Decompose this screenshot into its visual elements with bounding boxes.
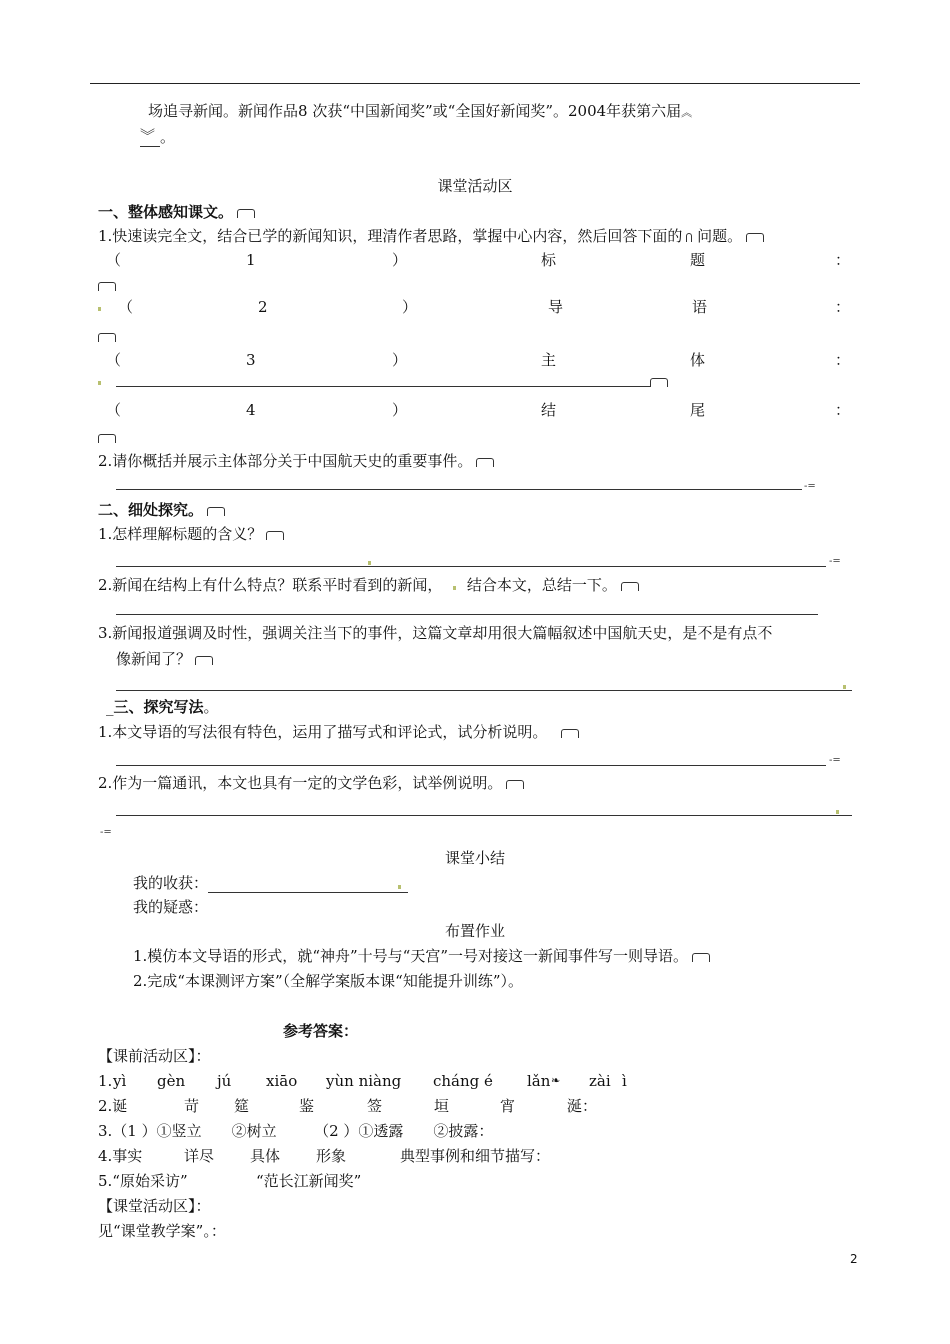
item-label-char: 结 <box>541 401 557 419</box>
question-1-1: 1.快速读完全文，结合已学的新闻知识，理清作者思路，掌握中心内容，然后回答下面的 问题。 <box>98 226 764 246</box>
paren-close: ） <box>392 351 408 369</box>
paren-open: （ <box>106 401 122 419</box>
question-2-3-line-1: 3.新闻报道强调及时性，强调关注当下的事件，这篇文章却用很大篇幅叙述中国航天史，是不是有点不 <box>98 624 773 642</box>
answers-pre-label: 【课前活动区】： <box>98 1047 211 1065</box>
pinyin-item: ì <box>622 1072 627 1090</box>
pinyin-item: yùn niàng <box>326 1072 402 1090</box>
item-number: 3 <box>246 351 256 369</box>
mark-icon <box>98 333 116 342</box>
section-3-heading: _三、探究写法。 <box>106 698 219 716</box>
section-title-summary: 课堂小结 <box>444 849 505 867</box>
homework-item-1: 1.模仿本文导语的形式，就“神舟”十号与“天宫”一号对接这一新闻事件写一则导语。 <box>133 946 710 966</box>
pinyin-item: cháng é <box>433 1072 493 1090</box>
item-colon: ： <box>835 351 851 369</box>
question-2-1: 1.怎样理解标题的含义？ <box>98 524 284 544</box>
answer-word: 形象 <box>316 1147 347 1165</box>
answer-row-3: 3.（1 ）①竖立 ②树立 （2 ）①透露 ②披露： <box>98 1122 494 1140</box>
question-1-2: 2.请你概括并展示主体部分关于中国航天史的重要事件。 <box>98 451 494 471</box>
mark-icon <box>561 729 579 738</box>
section-1-heading: 一、整体感知课文。 <box>98 202 255 222</box>
question-2-3-line-2: 像新闻了？ <box>116 649 213 669</box>
answer-line[interactable] <box>116 690 852 691</box>
item-colon: ： <box>835 401 851 419</box>
eq-mark: -= <box>100 827 112 838</box>
section-title-classroom: 课堂活动区 <box>437 177 513 195</box>
eq-mark: -= <box>829 755 841 766</box>
item-label-char: 标 <box>541 251 557 269</box>
question-3-1: 1.本文导语的写法很有特色，运用了描写式和评论式，试分析说明。 <box>98 722 579 742</box>
item-label-char: 导 <box>548 298 564 316</box>
answer-line[interactable] <box>116 489 802 490</box>
answers-class-text: 见“课堂教学案”。： <box>98 1222 226 1240</box>
item-label-char: 体 <box>690 351 706 369</box>
paren-close: ） <box>402 298 418 316</box>
paren-open: （ <box>106 351 122 369</box>
header-rule <box>90 83 860 84</box>
mark-icon <box>98 434 116 443</box>
paren-open: （ <box>106 251 122 269</box>
chevron-up-icon: ︽ <box>681 106 693 119</box>
item-label-char: 题 <box>690 251 706 269</box>
paren-close: ） <box>392 401 408 419</box>
answer-char: 筵 <box>234 1097 250 1115</box>
answer-word: 详尽 <box>184 1147 215 1165</box>
mark-icon <box>692 953 710 962</box>
mark-icon <box>506 780 524 789</box>
dot-mark <box>836 810 839 814</box>
question-3-2: 2.作为一篇通讯，本文也具有一定的文学色彩，试举例说明。 <box>98 773 524 793</box>
item-label-char: 语 <box>692 298 708 316</box>
scribble-icon: ❧ <box>551 1074 561 1087</box>
eq-mark: -= <box>804 481 816 492</box>
intro-line-1: 场追寻新闻。新闻作品8 次获“中国新闻奖”或“全国好新闻奖”。2004年获第六届︽ <box>148 102 693 120</box>
pinyin-item: zài <box>589 1072 611 1090</box>
item-number: 4 <box>246 401 256 419</box>
mark-icon <box>476 458 494 467</box>
section-title-homework: 布置作业 <box>444 922 505 940</box>
answer-word: 4.事实 <box>98 1147 143 1165</box>
question-2-2: 2.新闻在结构上有什么特点？联系平时看到的新闻， 结合本文，总结一下。 <box>98 575 639 595</box>
answer-word: 5.“原始采访” <box>98 1172 188 1190</box>
mark-icon <box>686 233 692 242</box>
item-label-char: 尾 <box>690 401 706 419</box>
mark-icon <box>266 531 284 540</box>
dot-mark <box>98 307 101 311</box>
answers-class-label: 【课堂活动区】： <box>98 1197 211 1215</box>
answer-char: 2.诞 <box>98 1097 128 1115</box>
pinyin-item: gèn <box>157 1072 186 1090</box>
dot-mark <box>843 685 846 689</box>
answer-char: 苛 <box>184 1097 200 1115</box>
answer-line[interactable] <box>116 765 826 766</box>
mark-icon <box>98 282 116 291</box>
item-label-char: 主 <box>541 351 557 369</box>
section-2-heading: 二、细处探究。 <box>98 500 225 520</box>
page-number: 2 <box>850 1252 858 1266</box>
dot-mark <box>398 885 401 889</box>
mark-icon <box>746 233 764 242</box>
pinyin-item: yì <box>113 1072 127 1090</box>
answer-word: 具体 <box>250 1147 281 1165</box>
paren-close: ） <box>392 251 408 269</box>
summary-doubt: 我的疑惑： <box>133 898 209 916</box>
answer-char: 垣 <box>434 1097 450 1115</box>
answer-line[interactable] <box>116 386 650 387</box>
pinyin-item: xiāo <box>266 1072 298 1090</box>
mark-icon <box>195 656 213 665</box>
pinyin-item: jú <box>217 1072 232 1090</box>
answer-word: 典型事例和细节描写： <box>400 1147 551 1165</box>
mark-icon <box>621 582 639 591</box>
item-colon: ： <box>835 251 851 269</box>
eq-mark: -= <box>829 556 841 567</box>
blank-field: ︾ <box>140 126 160 147</box>
answer-word: “范长江新闻奖” <box>256 1172 362 1190</box>
summary-gain: 我的收获： <box>133 873 408 893</box>
paren-open: （ <box>118 298 134 316</box>
intro-line-2: ︾ 。 <box>140 127 176 146</box>
answers-title: 参考答案： <box>283 1022 359 1040</box>
gain-input[interactable] <box>208 876 408 893</box>
homework-item-2: 2.完成“本课测评方案”（全解学案版本课“知能提升训练”）。 <box>133 972 523 990</box>
pinyin-item: lǎn <box>527 1072 551 1090</box>
answer-num: 1. <box>98 1072 113 1090</box>
item-number: 1 <box>246 251 256 269</box>
dot-mark <box>98 381 101 385</box>
mark-icon <box>650 378 668 387</box>
answer-char: 签 <box>367 1097 383 1115</box>
item-number: 2 <box>258 298 268 316</box>
answer-char: 鉴 <box>299 1097 315 1115</box>
item-colon: ： <box>835 298 851 316</box>
dot-mark <box>368 561 371 565</box>
mark-icon <box>207 507 225 516</box>
answer-line[interactable] <box>116 815 852 816</box>
mark-icon <box>237 209 255 218</box>
answer-char: 涎： <box>567 1097 598 1115</box>
answer-line[interactable] <box>116 614 818 615</box>
answer-char: 宵 <box>500 1097 516 1115</box>
dot-mark <box>453 586 456 590</box>
answer-line[interactable] <box>116 566 826 567</box>
